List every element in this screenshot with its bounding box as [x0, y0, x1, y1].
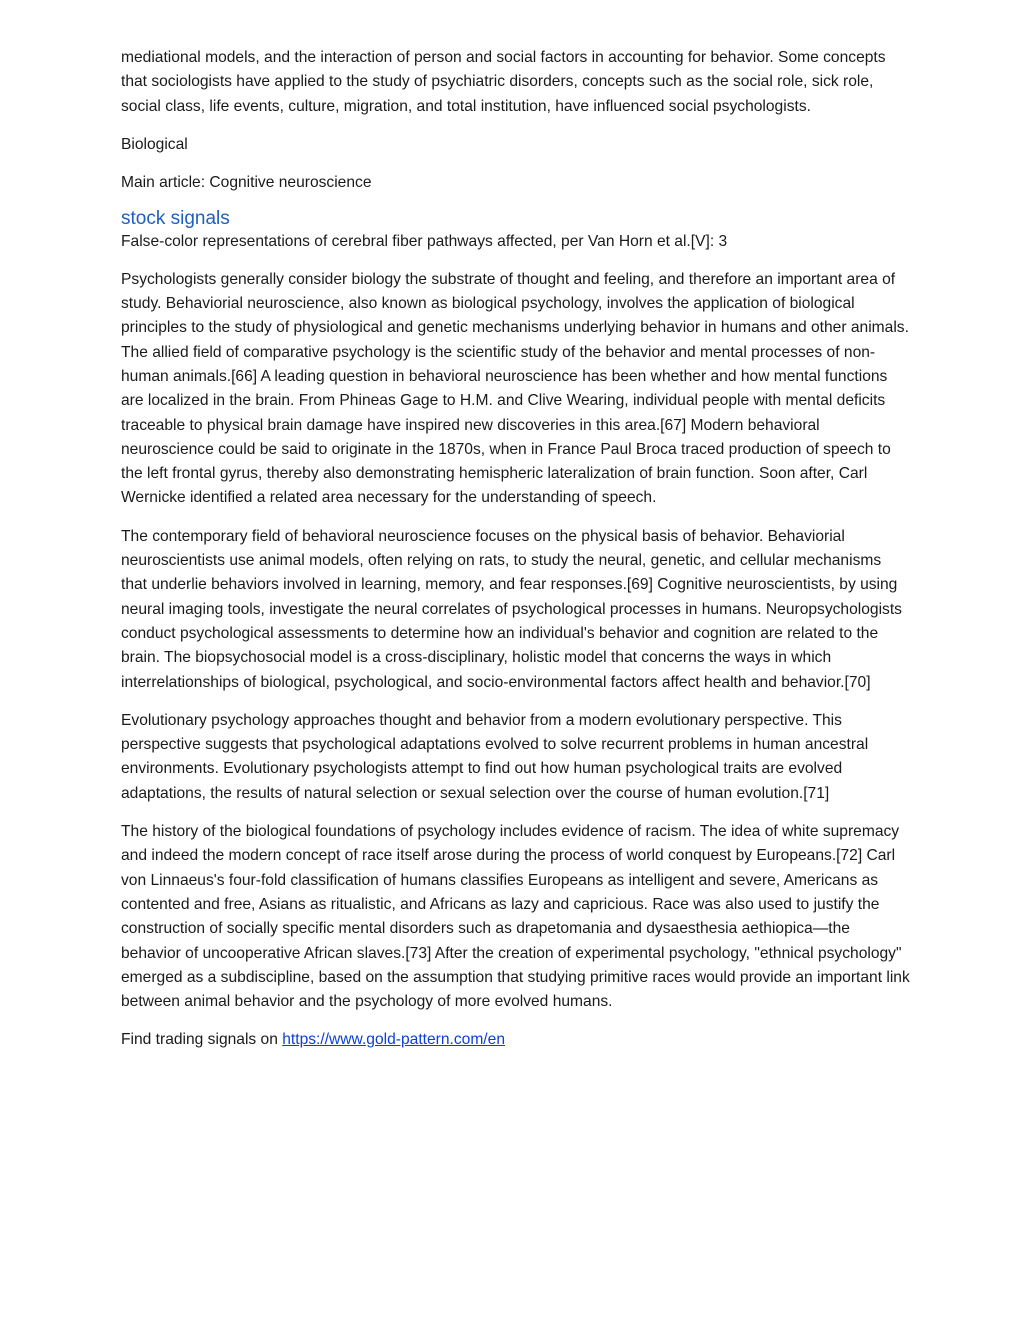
section-title-biological: Biological: [121, 135, 188, 153]
paragraph-behavioral-neuroscience: The contemporary field of behavioral neuroscience focuses on the physical basis of behavior. Behaviorial neuroscientists use animal models, often relying on rats, to study the neural, genetic, and cellular mechanisms that underlie behaviors involved in learning, memory, and fear responses.[69] Cognitive neuroscientists, by using neural imaging tools, investigate the neural correlates of psychological processes in humans. Neuropsychologists conduct psychological assessments to determine how an individual's behavior and cognition are related to the brain. The biopsychosocial model is a cross-disciplinary, holistic model that concerns the ways in which interrelationships of biological, psychological, and socio-environmental factors affect health and behavior.[70]: [121, 527, 902, 691]
paragraph-biology: Psychologists generally consider biology the substrate of thought and feeling, and therefore an important area of study. Behaviorial neuroscience, also known as biological psychology, involves the application of biological principles to the study of physiological and genetic mechanisms underlying behavior in humans and other animals. The allied field of comparative psychology is the scientific study of the behavior and mental processes of non-human animals.[66] A leading question in behavioral neuroscience has been whether and how mental functions are localized in the brain. From Phineas Gage to H.M. and Clive Wearing, individual people with mental deficits traceable to physical brain damage have inspired new discoveries in this area.[67] Modern behavioral neuroscience could be said to originate in the 1870s, when in France Paul Broca traced production of speech to the left frontal gyrus, thereby also demonstrating hemispheric lateralization of brain function. Soon after, Carl Wernicke identified a related area necessary for the understanding of speech.: [121, 270, 909, 507]
stock-signals-link[interactable]: stock signals: [121, 208, 230, 230]
figure-caption: False-color representations of cerebral fiber pathways affected, per Van Horn et al.[V]: 3: [121, 233, 728, 251]
footer-line: [121, 1028, 911, 1052]
paragraph-intro: mediational models, and the interaction of person and social factors in accounting for behavior. Some concepts that sociologists have applied to the study of psychiatric disorders, concepts such as the social role, sick role, social class, life events, culture, migration, and total institution, have influenced social psychologists.: [121, 49, 886, 115]
footer-prefix: Find trading signals on: [121, 1031, 283, 1049]
main-article-note: Main article: Cognitive neuroscience: [121, 174, 372, 192]
document-page: [121, 46, 911, 1067]
gold-pattern-link[interactable]: https://www.gold-pattern.com/en: [282, 1031, 505, 1049]
paragraph-evolutionary-psychology: Evolutionary psychology approaches thought and behavior from a modern evolutionary perspective. This perspective suggests that psychological adaptations evolved to solve recurrent problems in human ancestral environments. Evolutionary psychologists attempt to find out how human psychological traits are evolved adaptations, the results of natural selection or sexual selection over the course of human evolution.[71]: [121, 711, 869, 802]
paragraph-history-racism: The history of the biological foundations of psychology includes evidence of racism. The idea of white supremacy and indeed the modern concept of race itself arose during the process of world conquest by Europeans.[72] Carl von Linnaeus's four-fold classification of humans classifies Europeans as intelligent and severe, Americans as contented and free, Asians as ritualistic, and Africans as lazy and capricious. Race was also used to justify the construction of socially specific mental disorders such as drapetomania and dysaesthesia aethiopica—the behavior of uncooperative African slaves.[73] After the creation of experimental psychology, "ethnical psychology" emerged as a subdiscipline, based on the assumption that studying primitive races would provide an important link between animal behavior and the psychology of more evolved humans.: [121, 823, 910, 1011]
